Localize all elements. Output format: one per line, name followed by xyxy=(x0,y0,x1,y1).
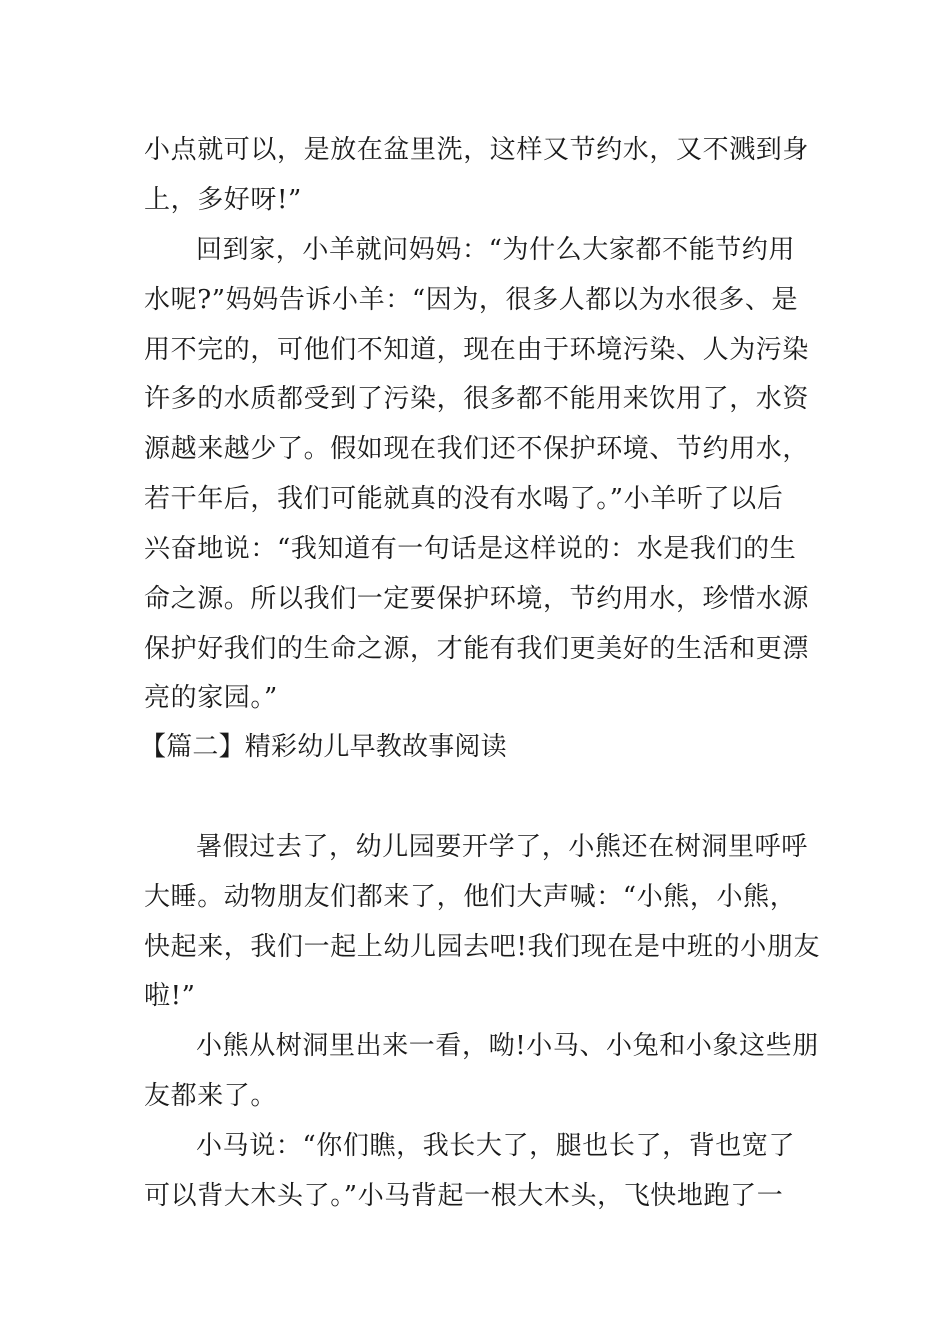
paragraph-line: 暑假过去了，幼儿园要开学了，小熊还在树洞里呼呼 xyxy=(196,832,808,862)
paragraph-line: 回到家，小羊就问妈妈：“为什么大家都不能节约用 xyxy=(196,235,796,265)
paragraph-line: 兴奋地说：“我知道有一句话是这样说的：水是我们的生 xyxy=(144,534,797,564)
paragraph-line: 源越来越少了。假如现在我们还不保护环境、节约用水， xyxy=(144,434,810,464)
paragraph-line: 亮的家园。” xyxy=(144,683,278,713)
paragraph-line: 若干年后，我们可能就真的没有水喝了。”小羊听了以后 xyxy=(144,484,784,514)
paragraph-line: 大睡。动物朋友们都来了，他们大声喊：“小熊，小熊， xyxy=(144,882,797,912)
paragraph-line: 保护好我们的生命之源，才能有我们更美好的生活和更漂 xyxy=(144,634,810,664)
paragraph-line: 水呢?”妈妈告诉小羊：“因为，很多人都以为水很多、是 xyxy=(144,285,799,315)
paragraph-line: 快起来，我们一起上幼儿园去吧!我们现在是中班的小朋友 xyxy=(144,932,821,962)
paragraph-line: 许多的水质都受到了污染，很多都不能用来饮用了，水资 xyxy=(144,384,810,414)
paragraph-line: 友都来了。 xyxy=(144,1081,278,1111)
paragraph-line: 上，多好呀!” xyxy=(144,185,302,215)
paragraph-line: 小马说：“你们瞧，我长大了，腿也长了，背也宽了 xyxy=(196,1131,796,1161)
paragraph-line: 小点就可以，是放在盆里洗，这样又节约水，又不溅到身 xyxy=(144,135,810,165)
paragraph-line: 啦!” xyxy=(144,981,196,1011)
paragraph-line: 用不完的，可他们不知道，现在由于环境污染、人为污染 xyxy=(144,335,810,365)
paragraph-line: 可以背大木头了。”小马背起一根大木头，飞快地跑了一 xyxy=(144,1181,784,1211)
paragraph-line: 小熊从树洞里出来一看，呦!小马、小兔和小象这些朋 xyxy=(196,1031,819,1061)
section-heading: 【篇二】精彩幼儿早教故事阅读 xyxy=(140,732,507,762)
paragraph-line: 命之源。所以我们一定要保护环境，节约用水，珍惜水源 xyxy=(144,584,810,614)
